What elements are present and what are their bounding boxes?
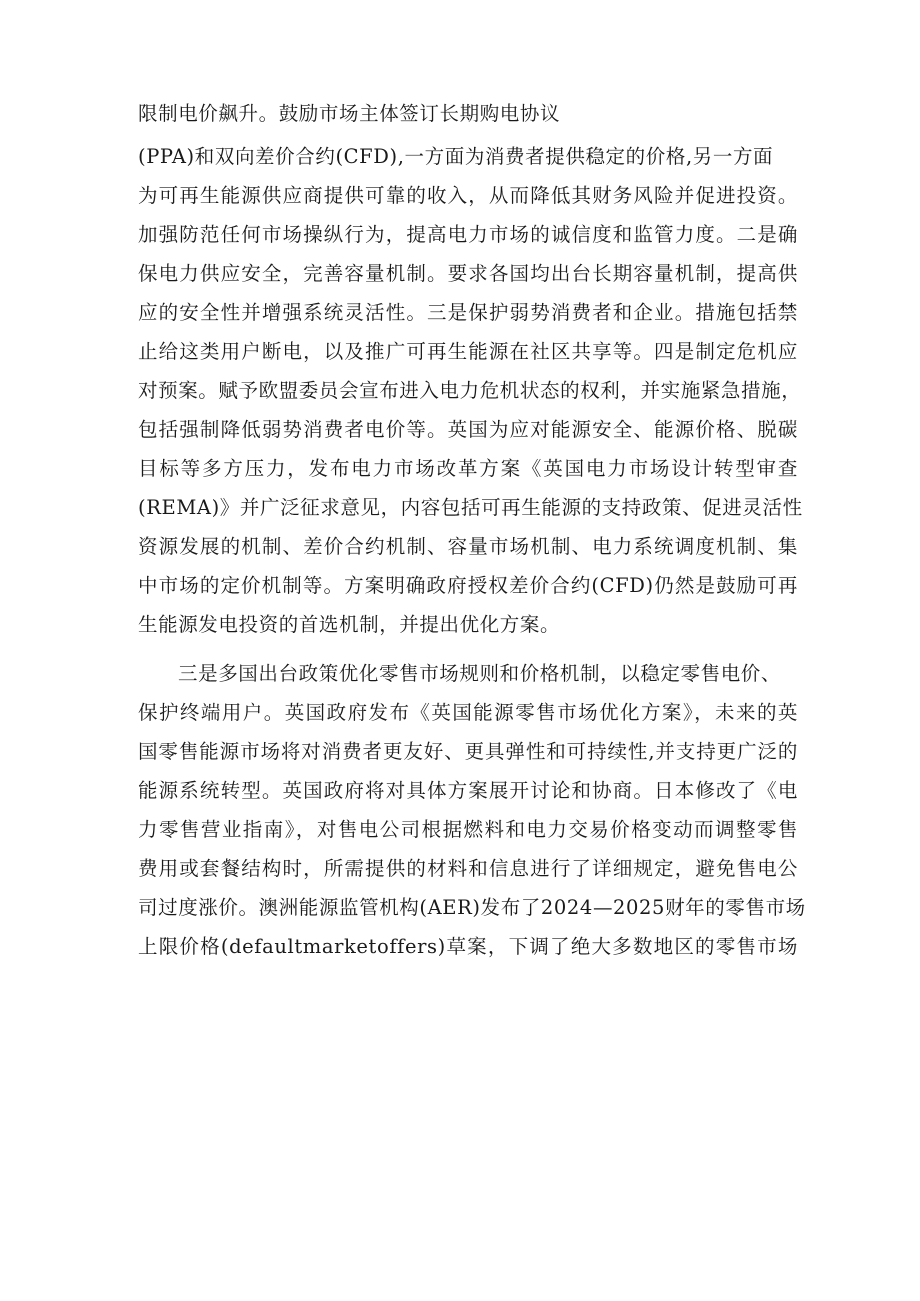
paragraph-line: 资源发展的机制、差价合约机制、容量市场机制、电力系统调度机制、集 [138,535,798,558]
paragraph-line: 应的安全性并增强系统灵活性。三是保护弱势消费者和企业。措施包括禁 [138,301,798,324]
paragraph-line: 生能源发电投资的首选机制，并提出优化方案。 [138,613,561,636]
paragraph-line: 司过度涨价。澳洲能源监管机构(AER)发布了2024—2025财年的零售市场 [138,896,806,919]
paragraph-line: 限制电价飙升。鼓励市场主体签订长期购电协议 [138,102,561,125]
paragraph-line: 保护终端用户。英国政府发布《英国能源零售市场优化方案》，未来的英 [138,701,798,724]
paragraph-line: 力零售营业指南》，对售电公司根据燃料和电力交易价格变动而调整零售 [138,818,798,841]
paragraph-line: 对预案。赋予欧盟委员会宣布进入电力危机状态的权利，并实施紧急措施， [138,379,802,402]
paragraph-line: 能源系统转型。英国政府将对具体方案展开讨论和协商。日本修改了《电 [138,779,798,802]
paragraph-line: 三是多国出台政策优化零售市场规则和价格机制，以稳定零售电价、 [178,662,782,685]
paragraph-line: 中市场的定价机制等。方案明确政府授权差价合约(CFD)仍然是鼓励可再 [138,574,798,597]
paragraph-line: 国零售能源市场将对消费者更友好、更具弹性和可持续性,并支持更广泛的 [138,740,798,763]
paragraph-line: 费用或套餐结构时，所需提供的材料和信息进行了详细规定，避免售电公 [138,857,798,880]
paragraph-line: 为可再生能源供应商提供可靠的收入，从而降低其财务风险并促进投资。 [138,184,798,207]
paragraph-line: 上限价格(defaultmarketoffers)草案，下调了绝大多数地区的零售市场 [138,935,798,958]
paragraph-line: 包括强制降低弱势消费者电价等。英国为应对能源安全、能源价格、脱碳 [138,418,798,441]
paragraph-line: 保电力供应安全，完善容量机制。要求各国均出台长期容量机制，提高供 [138,262,798,285]
paragraph-2 [138,654,806,966]
paragraph-1 [138,94,803,644]
document-body [138,94,806,966]
paragraph-line: (PPA)和双向差价合约(CFD),一方面为消费者提供稳定的价格,另一方面 [138,145,774,168]
paragraph-line: 加强防范任何市场操纵行为，提高电力市场的诚信度和监管力度。二是确 [138,223,798,246]
paragraph-line: (REMA)》并广泛征求意见，内容包括可再生能源的支持政策、促进灵活性 [138,496,803,519]
paragraph-line: 止给这类用户断电，以及推广可再生能源在社区共享等。四是制定危机应 [138,340,798,363]
paragraph-line: 目标等多方压力，发布电力市场改革方案《英国电力市场设计转型审查 [138,457,798,480]
